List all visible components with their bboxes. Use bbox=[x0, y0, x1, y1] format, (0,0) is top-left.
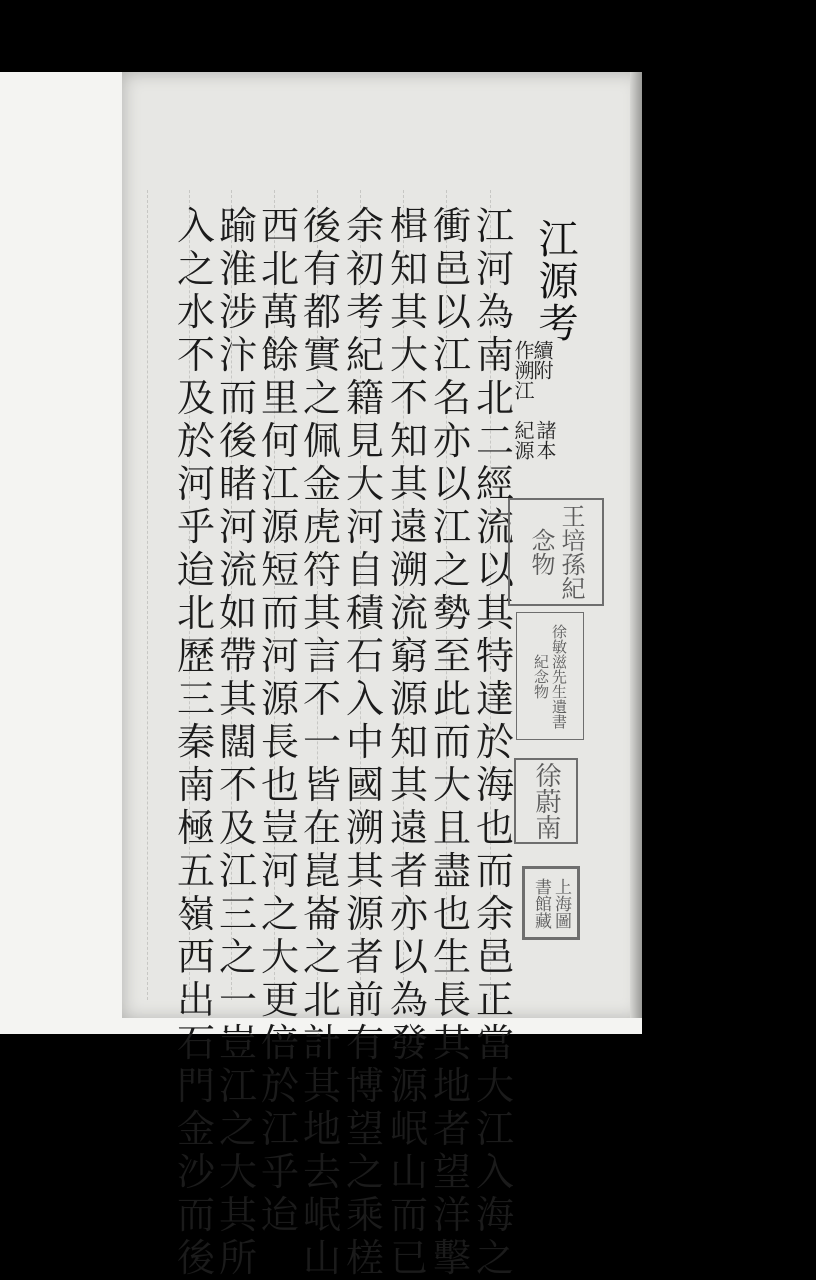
glyph: 涉 bbox=[218, 290, 257, 334]
glyph: 所 bbox=[218, 1236, 257, 1280]
glyph: 河 bbox=[260, 634, 299, 678]
glyph: 之 bbox=[302, 935, 341, 979]
glyph: 長 bbox=[432, 978, 471, 1022]
glyph: 而 bbox=[260, 591, 299, 635]
glyph: 實 bbox=[302, 333, 341, 377]
glyph: 迨 bbox=[176, 548, 215, 592]
glyph: 源 bbox=[389, 1064, 428, 1108]
glyph: 崙 bbox=[302, 892, 341, 936]
glyph: 不 bbox=[389, 376, 428, 420]
glyph: 其 bbox=[432, 1021, 471, 1065]
glyph: 及 bbox=[218, 806, 257, 850]
glyph: 帶 bbox=[218, 634, 257, 678]
glyph: 望 bbox=[432, 1150, 471, 1194]
glyph: 長 bbox=[260, 720, 299, 764]
glyph: 江 bbox=[218, 1064, 257, 1108]
glyph: 至 bbox=[432, 634, 471, 678]
glyph: 石 bbox=[176, 1021, 215, 1065]
glyph: 溯 bbox=[345, 806, 384, 850]
glyph: 之 bbox=[260, 892, 299, 936]
seal-text: 徐蔚南 bbox=[531, 762, 561, 840]
glyph: 北 bbox=[260, 247, 299, 291]
glyph: 其 bbox=[302, 1064, 341, 1108]
glyph: 槎 bbox=[345, 1236, 384, 1280]
glyph: 入 bbox=[475, 1150, 514, 1194]
glyph: 佩 bbox=[302, 419, 341, 463]
left-blank-leaf bbox=[0, 72, 122, 1034]
glyph: 睹 bbox=[218, 462, 257, 506]
glyph: 其 bbox=[389, 462, 428, 506]
glyph: 海 bbox=[475, 1193, 514, 1237]
glyph: 源 bbox=[260, 677, 299, 721]
glyph: 之 bbox=[218, 935, 257, 979]
glyph: 之 bbox=[176, 247, 215, 291]
glyph: 前 bbox=[345, 978, 384, 1022]
glyph: 遠 bbox=[389, 505, 428, 549]
glyph: 當 bbox=[475, 1021, 514, 1065]
glyph: 其 bbox=[218, 677, 257, 721]
glyph: 不 bbox=[176, 333, 215, 377]
glyph: 者 bbox=[432, 1107, 471, 1151]
glyph: 者 bbox=[345, 935, 384, 979]
glyph: 金 bbox=[176, 1107, 215, 1151]
glyph: 歷 bbox=[176, 634, 215, 678]
glyph: 一 bbox=[218, 978, 257, 1022]
glyph: 江 bbox=[475, 204, 514, 248]
glyph: 山 bbox=[389, 1150, 428, 1194]
glyph: 二 bbox=[475, 419, 514, 463]
glyph: 南 bbox=[475, 333, 514, 377]
glyph: 於 bbox=[176, 419, 215, 463]
glyph: 不 bbox=[218, 763, 257, 807]
glyph: 北 bbox=[176, 591, 215, 635]
glyph: 窮 bbox=[389, 634, 428, 678]
glyph: 初 bbox=[345, 247, 384, 291]
subtitle-line: 續附 bbox=[530, 340, 554, 380]
glyph: 其 bbox=[302, 591, 341, 635]
glyph: 餘 bbox=[260, 333, 299, 377]
subtitle-line: 作溯江 bbox=[511, 340, 535, 400]
glyph: 此 bbox=[432, 677, 471, 721]
glyph: 水 bbox=[176, 290, 215, 334]
glyph: 已 bbox=[389, 1236, 428, 1280]
glyph: 岷 bbox=[302, 1193, 341, 1237]
glyph: 北 bbox=[302, 978, 341, 1022]
glyph: 大 bbox=[218, 1150, 257, 1194]
glyph: 籍 bbox=[345, 376, 384, 420]
glyph: 短 bbox=[260, 548, 299, 592]
glyph: 西 bbox=[176, 935, 215, 979]
glyph: 其 bbox=[389, 763, 428, 807]
glyph: 河 bbox=[218, 505, 257, 549]
glyph: 也 bbox=[432, 892, 471, 936]
glyph: 之 bbox=[302, 376, 341, 420]
glyph: 何 bbox=[260, 419, 299, 463]
glyph: 汴 bbox=[218, 333, 257, 377]
glyph: 發 bbox=[389, 1021, 428, 1065]
seal-text: 王培孫紀念物 bbox=[527, 504, 585, 600]
glyph: 極 bbox=[176, 806, 215, 850]
glyph: 溯 bbox=[389, 548, 428, 592]
glyph: 三 bbox=[218, 892, 257, 936]
glyph: 嶺 bbox=[176, 892, 215, 936]
glyph: 余 bbox=[475, 892, 514, 936]
glyph: 經 bbox=[475, 462, 514, 506]
glyph: 為 bbox=[475, 290, 514, 334]
seal-text: 徐敏滋先生遺書紀念物 bbox=[532, 623, 568, 729]
glyph: 之 bbox=[218, 1107, 257, 1151]
glyph: 皆 bbox=[302, 763, 341, 807]
glyph: 一 bbox=[302, 720, 341, 764]
glyph: 地 bbox=[432, 1064, 471, 1108]
glyph: 源 bbox=[260, 505, 299, 549]
glyph: 之 bbox=[432, 548, 471, 592]
glyph: 源 bbox=[345, 892, 384, 936]
glyph: 崑 bbox=[302, 849, 341, 893]
glyph: 而 bbox=[389, 1193, 428, 1237]
glyph: 洋 bbox=[432, 1193, 471, 1237]
glyph: 知 bbox=[389, 720, 428, 764]
glyph: 望 bbox=[345, 1107, 384, 1151]
glyph: 其 bbox=[218, 1193, 257, 1237]
glyph: 流 bbox=[218, 548, 257, 592]
glyph: 其 bbox=[345, 849, 384, 893]
glyph: 有 bbox=[345, 1021, 384, 1065]
glyph: 岷 bbox=[389, 1107, 428, 1151]
glyph: 後 bbox=[176, 1236, 215, 1280]
glyph: 更 bbox=[260, 978, 299, 1022]
glyph: 在 bbox=[302, 806, 341, 850]
glyph: 闊 bbox=[218, 720, 257, 764]
glyph: 自 bbox=[345, 548, 384, 592]
text-column bbox=[474, 205, 516, 1280]
glyph: 而 bbox=[218, 376, 257, 420]
glyph: 為 bbox=[389, 978, 428, 1022]
page-edge bbox=[630, 72, 642, 1020]
text-column bbox=[301, 205, 343, 1280]
glyph: 迨 bbox=[260, 1193, 299, 1237]
glyph: 於 bbox=[260, 1064, 299, 1108]
glyph: 萬 bbox=[260, 290, 299, 334]
glyph: 大 bbox=[260, 935, 299, 979]
text-column bbox=[344, 205, 386, 1280]
text-column bbox=[431, 205, 473, 1280]
seal-xu-minzi bbox=[516, 612, 584, 740]
glyph: 特 bbox=[475, 634, 514, 678]
text-column bbox=[388, 205, 430, 1280]
glyph: 計 bbox=[302, 1021, 341, 1065]
glyph: 踰 bbox=[218, 204, 257, 248]
glyph: 其 bbox=[475, 591, 514, 635]
glyph: 里 bbox=[260, 376, 299, 420]
glyph: 江 bbox=[432, 333, 471, 377]
glyph: 而 bbox=[432, 720, 471, 764]
glyph: 也 bbox=[475, 806, 514, 850]
text-column bbox=[175, 205, 217, 1280]
glyph: 乎 bbox=[260, 1150, 299, 1194]
glyph: 考 bbox=[345, 290, 384, 334]
glyph: 博 bbox=[345, 1064, 384, 1108]
glyph: 大 bbox=[432, 763, 471, 807]
glyph: 乘 bbox=[345, 1193, 384, 1237]
glyph: 勢 bbox=[432, 591, 471, 635]
glyph: 於 bbox=[475, 720, 514, 764]
glyph: 之 bbox=[345, 1150, 384, 1194]
glyph: 北 bbox=[475, 376, 514, 420]
glyph: 不 bbox=[302, 677, 341, 721]
glyph: 倍 bbox=[260, 1021, 299, 1065]
glyph: 出 bbox=[176, 978, 215, 1022]
glyph: 達 bbox=[475, 677, 514, 721]
glyph: 言 bbox=[302, 634, 341, 678]
glyph: 流 bbox=[389, 591, 428, 635]
text-column bbox=[217, 205, 259, 1280]
glyph: 亦 bbox=[389, 892, 428, 936]
glyph: 邑 bbox=[432, 247, 471, 291]
glyph: 大 bbox=[475, 1064, 514, 1108]
glyph: 江 bbox=[432, 505, 471, 549]
glyph: 遠 bbox=[389, 806, 428, 850]
text-column bbox=[259, 205, 301, 1237]
glyph: 河 bbox=[475, 247, 514, 291]
glyph: 河 bbox=[176, 462, 215, 506]
glyph: 南 bbox=[176, 763, 215, 807]
glyph: 虎 bbox=[302, 505, 341, 549]
glyph: 邑 bbox=[475, 935, 514, 979]
seal-xu-weinan bbox=[514, 758, 578, 844]
glyph: 及 bbox=[176, 376, 215, 420]
subtitle-line: 諸本 bbox=[533, 420, 557, 460]
glyph: 去 bbox=[302, 1150, 341, 1194]
glyph: 而 bbox=[176, 1193, 215, 1237]
glyph: 以 bbox=[475, 548, 514, 592]
glyph: 知 bbox=[389, 419, 428, 463]
glyph: 山 bbox=[302, 1236, 341, 1280]
seal-text: 上海圖書館藏 bbox=[531, 877, 571, 929]
glyph: 江 bbox=[260, 462, 299, 506]
glyph: 且 bbox=[432, 806, 471, 850]
glyph: 河 bbox=[260, 849, 299, 893]
page-title: 江源考 bbox=[532, 218, 578, 344]
glyph: 如 bbox=[218, 591, 257, 635]
glyph: 名 bbox=[432, 376, 471, 420]
glyph: 沙 bbox=[176, 1150, 215, 1194]
glyph: 也 bbox=[260, 763, 299, 807]
glyph: 衝 bbox=[432, 204, 471, 248]
glyph: 海 bbox=[475, 763, 514, 807]
glyph: 五 bbox=[176, 849, 215, 893]
glyph: 西 bbox=[260, 204, 299, 248]
glyph: 知 bbox=[389, 247, 428, 291]
glyph: 江 bbox=[260, 1107, 299, 1151]
glyph: 以 bbox=[432, 462, 471, 506]
glyph: 三 bbox=[176, 677, 215, 721]
glyph: 河 bbox=[345, 505, 384, 549]
glyph: 者 bbox=[389, 849, 428, 893]
glyph: 而 bbox=[475, 849, 514, 893]
glyph: 江 bbox=[218, 849, 257, 893]
glyph: 都 bbox=[302, 290, 341, 334]
glyph: 中 bbox=[345, 720, 384, 764]
glyph: 正 bbox=[475, 978, 514, 1022]
glyph: 大 bbox=[389, 333, 428, 377]
glyph: 之 bbox=[475, 1236, 514, 1280]
glyph: 以 bbox=[432, 290, 471, 334]
glyph: 流 bbox=[475, 505, 514, 549]
glyph: 積 bbox=[345, 591, 384, 635]
glyph: 入 bbox=[176, 204, 215, 248]
glyph: 大 bbox=[345, 462, 384, 506]
glyph: 生 bbox=[432, 935, 471, 979]
glyph: 乎 bbox=[176, 505, 215, 549]
glyph: 余 bbox=[345, 204, 384, 248]
glyph: 淮 bbox=[218, 247, 257, 291]
glyph: 金 bbox=[302, 462, 341, 506]
glyph: 見 bbox=[345, 419, 384, 463]
glyph: 楫 bbox=[389, 204, 428, 248]
glyph: 擊 bbox=[432, 1236, 471, 1280]
subtitle-line: 紀源 bbox=[511, 420, 535, 460]
glyph: 源 bbox=[389, 677, 428, 721]
glyph: 後 bbox=[302, 204, 341, 248]
column-rule bbox=[147, 190, 148, 1000]
seal-wang-peisun bbox=[508, 498, 604, 606]
glyph: 豈 bbox=[260, 806, 299, 850]
glyph: 亦 bbox=[432, 419, 471, 463]
glyph: 後 bbox=[218, 419, 257, 463]
glyph: 以 bbox=[389, 935, 428, 979]
glyph: 入 bbox=[345, 677, 384, 721]
glyph: 秦 bbox=[176, 720, 215, 764]
glyph: 其 bbox=[389, 290, 428, 334]
seal-shanghai-library bbox=[522, 866, 580, 940]
glyph: 符 bbox=[302, 548, 341, 592]
glyph: 門 bbox=[176, 1064, 215, 1108]
glyph: 盡 bbox=[432, 849, 471, 893]
glyph: 江 bbox=[475, 1107, 514, 1151]
glyph: 石 bbox=[345, 634, 384, 678]
glyph: 紀 bbox=[345, 333, 384, 377]
glyph: 地 bbox=[302, 1107, 341, 1151]
glyph: 國 bbox=[345, 763, 384, 807]
glyph: 有 bbox=[302, 247, 341, 291]
glyph: 豈 bbox=[218, 1021, 257, 1065]
